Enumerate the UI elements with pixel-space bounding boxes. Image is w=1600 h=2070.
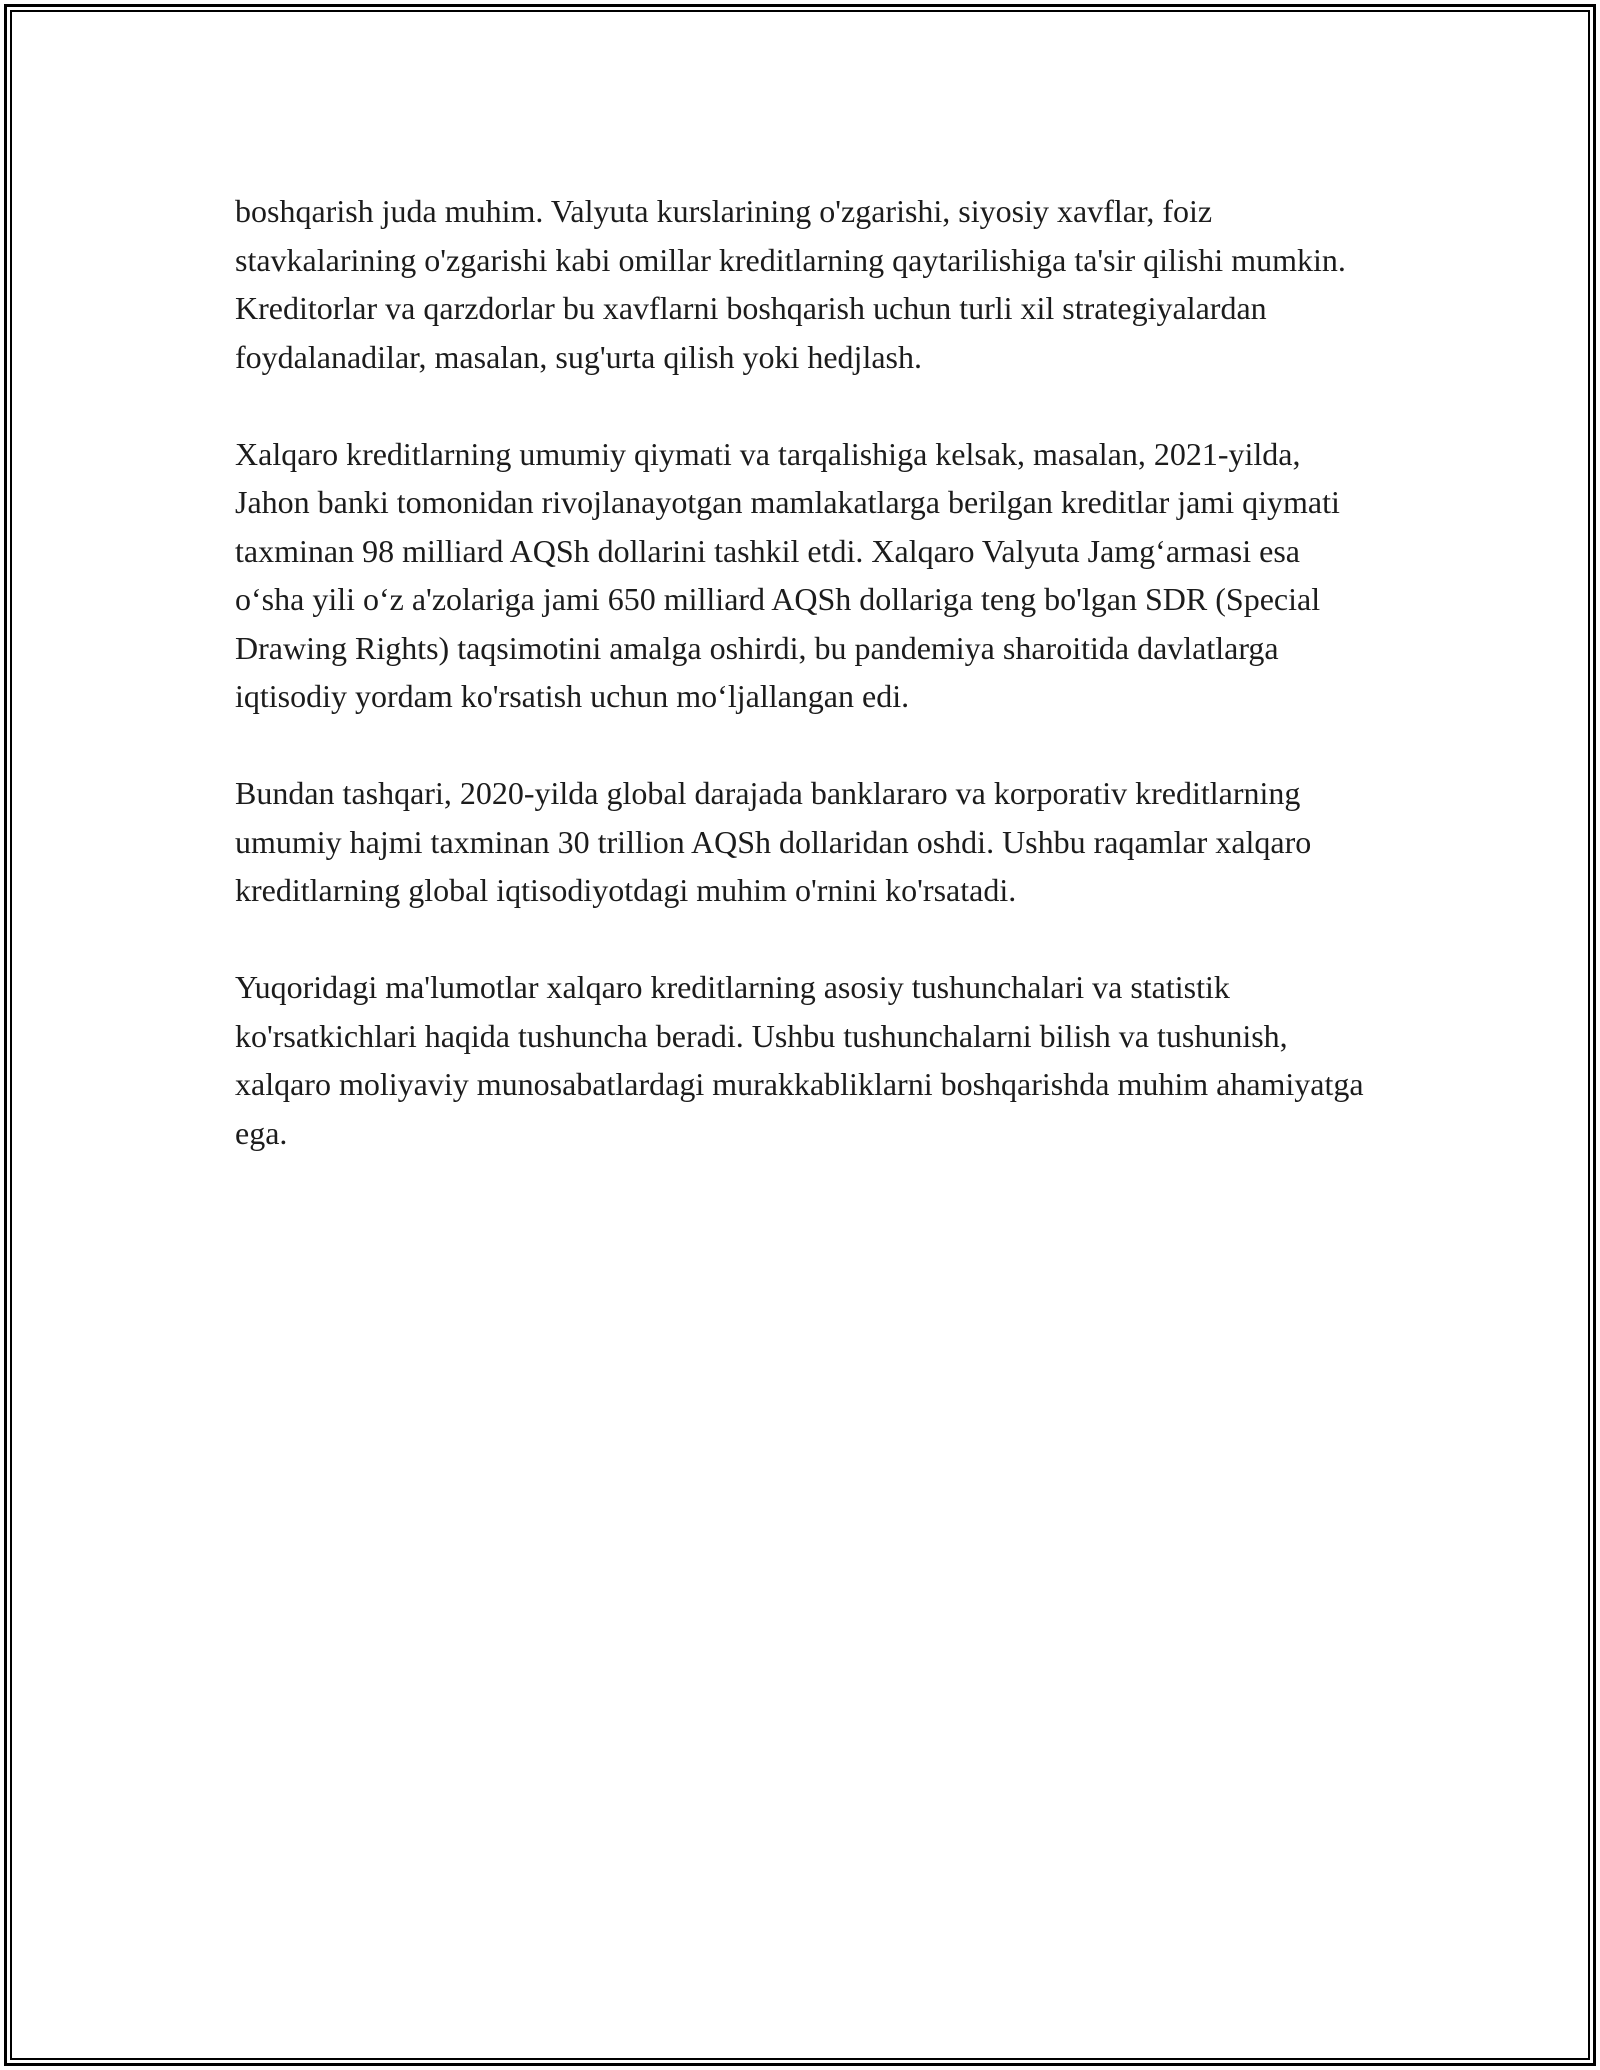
document-body — [235, 187, 1370, 1157]
paragraph-risk-management: boshqarish juda muhim. Valyuta kurslarining o'zgarishi, siyosiy xavflar, foiz stavkalarining o'zgarishi kabi omillar kreditlarning qaytarilishiga ta'sir qilishi mumkin. Kreditorlar va qarzdorlar bu xavflarni boshqarish uchun turli xil strategiyalardan foydalanadilar, masalan, sug'urta qilish yoki hedjlash. — [235, 193, 1346, 375]
paragraph-credit-statistics-2021: Xalqaro kreditlarning umumiy qiymati va tarqalishiga kelsak, masalan, 2021-yilda, Jahon banki tomonidan rivojlanayotgan mamlakatlarga berilgan kreditlar jami qiymati taxminan 98 milliard AQSh dollarini tashkil etdi. Xalqaro Valyuta Jamg‘armasi esa o‘sha yili o‘z a'zolariga jami 650 milliard AQSh dollariga teng bo'lgan SDR (Special Drawing Rights) taqsimotini amalga oshirdi, bu pandemiya sharoitida davlatlarga iqtisodiy yordam ko'rsatish uchun mo‘ljallangan edi. — [235, 435, 1340, 714]
paragraph-credit-volume-2020: Bundan tashqari, 2020-yilda global darajada banklararo va korporativ kreditlarning umumiy hajmi taxminan 30 trillion AQSh dollaridan oshdi. Ushbu raqamlar xalqaro kreditlarning global iqtisodiyotdagi muhim o'rnini ko'rsatadi. — [235, 775, 1312, 908]
paragraph-conclusion: Yuqoridagi ma'lumotlar xalqaro kreditlarning asosiy tushunchalari va statistik ko'rsatkichlari haqida tushuncha beradi. Ushbu tushunchalarni bilish va tushunish, xalqaro moliyaviy munosabatlardagi murakkabliklarni boshqarishda muhim ahamiyatga ega. — [235, 969, 1364, 1151]
